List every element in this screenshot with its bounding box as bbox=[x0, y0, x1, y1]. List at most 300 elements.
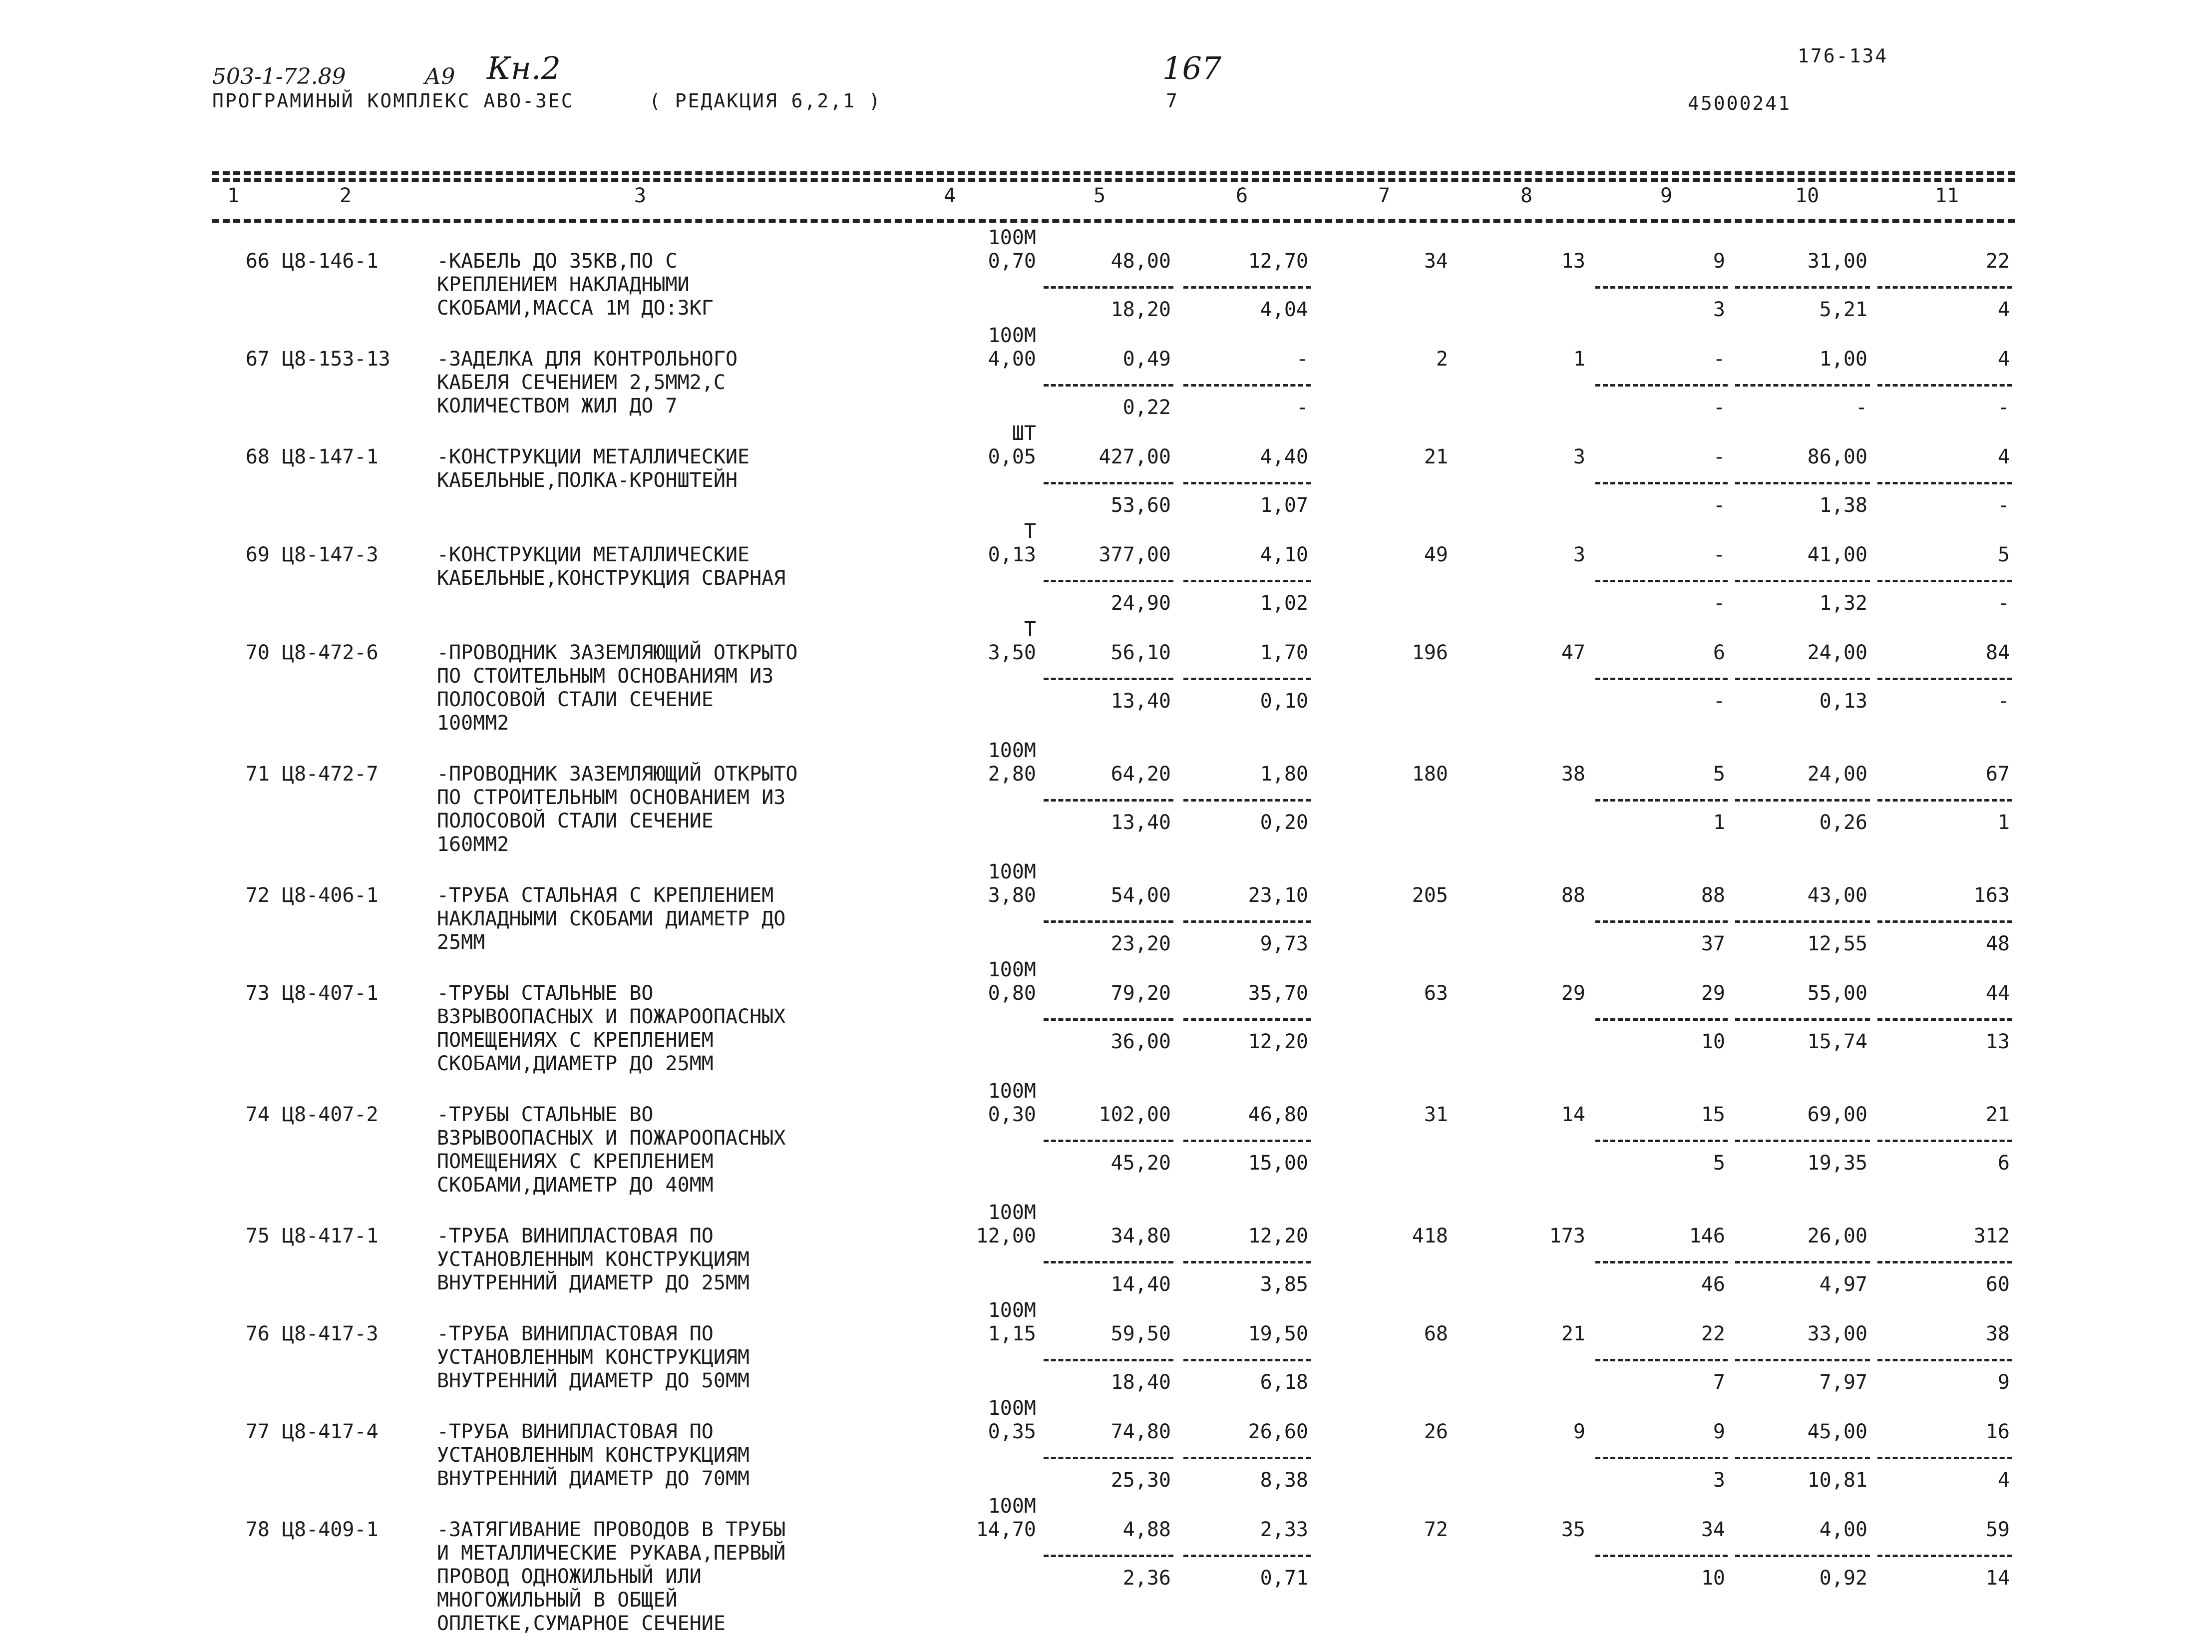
value-c5: 48,00 bbox=[1110, 250, 1171, 273]
value-c6: 4,40 bbox=[1260, 445, 1308, 468]
value-c10: 86,00 bbox=[1807, 445, 1867, 468]
separator-dash bbox=[1877, 1457, 2012, 1459]
value-c6b: 1,07 bbox=[1260, 494, 1308, 517]
rate-code: Ц8-153-13 bbox=[282, 348, 390, 371]
value-c11: 44 bbox=[1985, 982, 2010, 1005]
value-c10: 24,00 bbox=[1807, 763, 1867, 786]
value-c10: 24,00 bbox=[1807, 641, 1867, 664]
separator-dash bbox=[1595, 920, 1728, 923]
description-line: -КОНСТРУКЦИИ МЕТАЛЛИЧЕСКИЕ bbox=[437, 445, 750, 468]
description-line: КАБЕЛЯ СЕЧЕНИЕМ 2,5ММ2,С bbox=[437, 371, 726, 394]
col-11-header: 11 bbox=[1935, 184, 1959, 207]
table-row bbox=[212, 1397, 2015, 1491]
description-line: КОЛИЧЕСТВОМ ЖИЛ ДО 7 bbox=[437, 395, 678, 417]
description-line: ПРОВОД ОДНОЖИЛЬНЫЙ ИЛИ bbox=[437, 1565, 702, 1588]
value-c5b: 53,60 bbox=[1110, 494, 1171, 517]
value-c4: 2,80 bbox=[988, 763, 1036, 786]
value-c10: 69,00 bbox=[1807, 1103, 1867, 1126]
description-line: И МЕТАЛЛИЧЕСКИЕ РУКАВА,ПЕРВЫЙ bbox=[437, 1542, 786, 1565]
value-c5: 64,20 bbox=[1110, 763, 1171, 786]
description-line: 100ММ2 bbox=[437, 712, 509, 735]
value-c4: 0,30 bbox=[988, 1103, 1036, 1126]
separator-dash bbox=[1877, 1018, 2012, 1021]
description-line: -ТРУБА ВИНИПЛАСТОВАЯ ПО bbox=[437, 1225, 714, 1247]
separator-dash bbox=[1183, 286, 1311, 289]
separator-dash bbox=[1595, 799, 1728, 802]
separator-dash bbox=[1877, 1359, 2012, 1361]
value-c6b: 0,20 bbox=[1260, 811, 1308, 834]
separator-dash bbox=[1735, 384, 1870, 387]
separator-dash bbox=[1735, 286, 1870, 289]
col-10-header: 10 bbox=[1795, 184, 1820, 207]
separator-dash bbox=[1877, 799, 2012, 802]
separator-dash bbox=[1735, 678, 1870, 680]
value-c6b: 15,00 bbox=[1248, 1152, 1308, 1175]
separator-dash bbox=[1183, 1140, 1311, 1142]
row-number: 73 bbox=[245, 982, 270, 1005]
work-description bbox=[437, 1225, 749, 1295]
program-name: ПРОГРАМИНЫЙ КОМПЛЕКС АВО-3ЕС bbox=[212, 90, 574, 112]
value-c11: 21 bbox=[1985, 1103, 2010, 1126]
work-description bbox=[437, 1518, 785, 1636]
row-number: 72 bbox=[245, 884, 270, 907]
unit-label: Т bbox=[1024, 618, 1036, 641]
value-c4: 3,50 bbox=[988, 641, 1036, 664]
value-c5: 54,00 bbox=[1110, 884, 1171, 907]
description-line: ОПЛЕТКЕ,СУМАРНОЕ СЕЧЕНИЕ bbox=[437, 1612, 726, 1635]
separator-dash bbox=[1735, 1457, 1870, 1459]
separator-dash bbox=[1735, 1555, 1870, 1557]
separator-dash bbox=[1183, 384, 1311, 387]
value-c11b: 60 bbox=[1985, 1273, 2010, 1296]
value-c6b: - bbox=[1296, 396, 1308, 419]
value-c5b: 13,40 bbox=[1110, 690, 1171, 713]
separator-dash bbox=[1044, 1018, 1173, 1021]
doc-code: 503-1-72.89 bbox=[212, 64, 346, 89]
separator-dash bbox=[1877, 482, 2012, 484]
unit-label: 100М bbox=[988, 1201, 1036, 1224]
separator-dash bbox=[1735, 482, 1870, 484]
row-number: 77 bbox=[245, 1420, 270, 1443]
description-line: ПОМЕЩЕНИЯХ С КРЕПЛЕНИЕМ bbox=[437, 1029, 714, 1052]
value-c4: 0,05 bbox=[988, 445, 1036, 468]
rate-code: Ц8-417-4 bbox=[282, 1420, 378, 1443]
value-c10b: 12,55 bbox=[1807, 932, 1867, 955]
separator-dash bbox=[1183, 1018, 1311, 1021]
row-number: 69 bbox=[245, 543, 270, 566]
row-number: 66 bbox=[245, 250, 270, 273]
description-line: КРЕПЛЕНИЕМ НАКЛАДНЫМИ bbox=[437, 273, 690, 296]
value-c6: 26,60 bbox=[1248, 1420, 1308, 1443]
estimate-table bbox=[212, 171, 2015, 1635]
separator-dash bbox=[1183, 1555, 1311, 1557]
value-c11: 312 bbox=[1973, 1225, 2010, 1247]
value-c11b: 13 bbox=[1985, 1030, 2010, 1053]
value-c11: 4 bbox=[1997, 445, 2010, 468]
description-line: НАКЛАДНЫМИ СКОБАМИ ДИАМЕТР ДО bbox=[437, 907, 786, 930]
value-c11: 59 bbox=[1985, 1518, 2010, 1541]
description-line: 160ММ2 bbox=[437, 833, 509, 856]
separator-dash bbox=[1877, 286, 2012, 289]
value-c11b: 4 bbox=[1997, 298, 2010, 321]
value-c8: 3 bbox=[1573, 445, 1585, 468]
value-c5b: 0,22 bbox=[1122, 396, 1171, 419]
separator-dash bbox=[1595, 678, 1728, 680]
separator-dash bbox=[1877, 1261, 2012, 1263]
table-top-rule bbox=[212, 171, 2015, 175]
rate-code: Ц8-146-1 bbox=[282, 250, 378, 273]
value-c7: 21 bbox=[1424, 445, 1448, 468]
value-c4: 14,70 bbox=[976, 1518, 1036, 1541]
value-c10b: 0,92 bbox=[1819, 1567, 1867, 1590]
separator-dash bbox=[1735, 920, 1870, 923]
value-c9b: - bbox=[1713, 494, 1725, 517]
value-c6b: 3,85 bbox=[1260, 1273, 1308, 1296]
value-c5b: 45,20 bbox=[1110, 1152, 1171, 1175]
value-c11b: 9 bbox=[1997, 1371, 2010, 1394]
separator-dash bbox=[1183, 482, 1311, 484]
description-line: ВНУТРЕННИЙ ДИАМЕТР ДО 70ММ bbox=[437, 1467, 750, 1490]
separator-dash bbox=[1735, 1261, 1870, 1263]
value-c8: 14 bbox=[1561, 1103, 1585, 1126]
col-4-header: 4 bbox=[944, 184, 956, 207]
unit-label: 100М bbox=[988, 958, 1036, 981]
value-c5: 34,80 bbox=[1110, 1225, 1171, 1247]
value-c9b: 7 bbox=[1713, 1371, 1725, 1394]
value-c9b: - bbox=[1713, 690, 1725, 713]
value-c9: 9 bbox=[1713, 1420, 1725, 1443]
value-c7: 2 bbox=[1436, 348, 1448, 371]
unit-label: 100М bbox=[988, 1080, 1036, 1103]
value-c9: 15 bbox=[1701, 1103, 1725, 1126]
value-c4: 0,13 bbox=[988, 543, 1036, 566]
unit-label: 100М bbox=[988, 860, 1036, 883]
value-c10b: 19,35 bbox=[1807, 1152, 1867, 1175]
description-line: КАБЕЛЬНЫЕ,ПОЛКА-КРОНШТЕЙН bbox=[437, 469, 738, 492]
separator-dash bbox=[1044, 1457, 1173, 1459]
description-line: -ПРОВОДНИК ЗАЗЕМЛЯЮЩИЙ ОТКРЫТО bbox=[437, 641, 798, 664]
value-c4: 0,35 bbox=[988, 1420, 1036, 1443]
value-c4: 1,15 bbox=[988, 1322, 1036, 1345]
value-c7: 34 bbox=[1424, 250, 1448, 273]
value-c6b: 9,73 bbox=[1260, 932, 1308, 955]
row-number: 71 bbox=[245, 763, 270, 786]
rate-code: Ц8-407-1 bbox=[282, 982, 378, 1005]
value-c6: 4,10 bbox=[1260, 543, 1308, 566]
col-3-header: 3 bbox=[634, 184, 647, 207]
description-line: ПОЛОСОВОЙ СТАЛИ СЕЧЕНИЕ bbox=[437, 810, 714, 832]
col-2-header: 2 bbox=[340, 184, 352, 207]
value-c11: 22 bbox=[1985, 250, 2010, 273]
value-c9: 6 bbox=[1713, 641, 1725, 664]
value-c10: 31,00 bbox=[1807, 250, 1867, 273]
value-c6b: 8,38 bbox=[1260, 1469, 1308, 1492]
value-c10: 43,00 bbox=[1807, 884, 1867, 907]
separator-dash bbox=[1044, 1555, 1173, 1557]
value-c10b: 7,97 bbox=[1819, 1371, 1867, 1394]
value-c4: 0,80 bbox=[988, 982, 1036, 1005]
description-line: СКОБАМИ,МАССА 1М ДО:3КГ bbox=[437, 297, 714, 320]
value-c6: 35,70 bbox=[1248, 982, 1308, 1005]
doc-number: 45000241 bbox=[1688, 92, 1792, 114]
table-row bbox=[212, 739, 2015, 856]
value-c9: 146 bbox=[1689, 1225, 1725, 1247]
value-c11: 38 bbox=[1985, 1322, 2010, 1345]
value-c11b: 4 bbox=[1997, 1469, 2010, 1492]
row-number: 78 bbox=[245, 1518, 270, 1541]
value-c9: 29 bbox=[1701, 982, 1725, 1005]
value-c5b: 18,40 bbox=[1110, 1371, 1171, 1394]
value-c7: 26 bbox=[1424, 1420, 1448, 1443]
col-6-header: 6 bbox=[1236, 184, 1248, 207]
value-c6: 19,50 bbox=[1248, 1322, 1308, 1345]
table-top-rule-2 bbox=[212, 178, 2015, 182]
table-row bbox=[212, 520, 2015, 615]
separator-dash bbox=[1735, 1140, 1870, 1142]
work-description bbox=[437, 543, 785, 590]
description-line: -КАБЕЛЬ ДО 35КВ,ПО С bbox=[437, 250, 678, 273]
value-c5b: 2,36 bbox=[1122, 1567, 1171, 1590]
separator-dash bbox=[1595, 286, 1728, 289]
rate-code: Ц8-407-2 bbox=[282, 1103, 378, 1126]
value-c9b: 10 bbox=[1701, 1567, 1725, 1590]
separator-dash bbox=[1044, 1140, 1173, 1142]
description-line: КАБЕЛЬНЫЕ,КОНСТРУКЦИЯ СВАРНАЯ bbox=[437, 567, 786, 590]
description-line: МНОГОЖИЛЬНЫЙ В ОБЩЕЙ bbox=[437, 1589, 678, 1612]
value-c6: 12,70 bbox=[1248, 250, 1308, 273]
row-number: 74 bbox=[245, 1103, 270, 1126]
value-c8: 29 bbox=[1561, 982, 1585, 1005]
unit-label: Т bbox=[1024, 520, 1036, 543]
value-c9b: - bbox=[1713, 592, 1725, 615]
rate-code: Ц8-417-3 bbox=[282, 1322, 378, 1345]
value-c10: 1,00 bbox=[1819, 348, 1867, 371]
table-row bbox=[212, 1201, 2015, 1295]
value-c7: 49 bbox=[1424, 543, 1448, 566]
separator-dash bbox=[1735, 799, 1870, 802]
work-description bbox=[437, 763, 797, 856]
value-c10b: 0,13 bbox=[1819, 690, 1867, 713]
value-c8: 35 bbox=[1561, 1518, 1585, 1541]
row-number: 67 bbox=[245, 348, 270, 371]
table-row bbox=[212, 860, 2015, 954]
value-c9b: 5 bbox=[1713, 1152, 1725, 1175]
separator-dash bbox=[1183, 1457, 1311, 1459]
value-c9: - bbox=[1713, 445, 1725, 468]
description-line: -ПРОВОДНИК ЗАЗЕМЛЯЮЩИЙ ОТКРЫТО bbox=[437, 763, 798, 786]
value-c10: 26,00 bbox=[1807, 1225, 1867, 1247]
unit-label: 100М bbox=[988, 324, 1036, 347]
rate-code: Ц8-147-3 bbox=[282, 543, 378, 566]
sheet-code: 176-134 bbox=[1798, 45, 1888, 67]
value-c11b: - bbox=[1997, 494, 2010, 517]
table-row bbox=[212, 1299, 2015, 1393]
table-row bbox=[212, 1080, 2015, 1197]
value-c9: 9 bbox=[1713, 250, 1725, 273]
separator-dash bbox=[1877, 384, 2012, 387]
value-c6b: 12,20 bbox=[1248, 1030, 1308, 1053]
description-line: УСТАНОВЛЕННЫМ КОНСТРУКЦИЯМ bbox=[437, 1248, 750, 1271]
value-c4: 12,00 bbox=[976, 1225, 1036, 1247]
separator-dash bbox=[1877, 1140, 2012, 1142]
value-c8: 47 bbox=[1561, 641, 1585, 664]
value-c8: 13 bbox=[1561, 250, 1585, 273]
value-c5: 427,00 bbox=[1099, 445, 1171, 468]
description-line: СКОБАМИ,ДИАМЕТР ДО 40ММ bbox=[437, 1174, 714, 1197]
value-c5: 0,49 bbox=[1122, 348, 1171, 371]
description-line: ПОМЕЩЕНИЯХ С КРЕПЛЕНИЕМ bbox=[437, 1150, 714, 1173]
value-c5b: 18,20 bbox=[1110, 298, 1171, 321]
value-c4: 0,70 bbox=[988, 250, 1036, 273]
value-c9: 88 bbox=[1701, 884, 1725, 907]
unit-label: ШТ bbox=[1012, 422, 1036, 445]
value-c8: 1 bbox=[1573, 348, 1585, 371]
col-5-header: 5 bbox=[1094, 184, 1106, 207]
value-c10b: 10,81 bbox=[1807, 1469, 1867, 1492]
value-c10b: 1,32 bbox=[1819, 592, 1867, 615]
col-7-header: 7 bbox=[1378, 184, 1391, 207]
separator-dash bbox=[1183, 799, 1311, 802]
rate-code: Ц8-472-6 bbox=[282, 641, 378, 664]
value-c6: 2,33 bbox=[1260, 1518, 1308, 1541]
value-c11b: 6 bbox=[1997, 1152, 2010, 1175]
value-c8: 21 bbox=[1561, 1322, 1585, 1345]
work-description bbox=[437, 1322, 749, 1393]
separator-dash bbox=[1877, 678, 2012, 680]
value-c10: 4,00 bbox=[1819, 1518, 1867, 1541]
work-description bbox=[437, 250, 714, 320]
value-c11: 84 bbox=[1985, 641, 2010, 664]
unit-label: 100М bbox=[988, 1299, 1036, 1322]
unit-label: 100М bbox=[988, 1495, 1036, 1518]
value-c7: 72 bbox=[1424, 1518, 1448, 1541]
rate-code: Ц8-417-1 bbox=[282, 1225, 378, 1247]
value-c5: 59,50 bbox=[1110, 1322, 1171, 1345]
description-line: ВНУТРЕННИЙ ДИАМЕТР ДО 50ММ bbox=[437, 1369, 750, 1392]
page-hand-number: 167 bbox=[1162, 50, 1222, 86]
value-c8: 88 bbox=[1561, 884, 1585, 907]
separator-dash bbox=[1044, 1359, 1173, 1361]
separator-dash bbox=[1735, 1359, 1870, 1361]
value-c10b: 0,26 bbox=[1819, 811, 1867, 834]
description-line: ПО СТРОИТЕЛЬНЫМ ОСНОВАНИЕМ ИЗ bbox=[437, 786, 786, 809]
description-line: УСТАНОВЛЕННЫМ КОНСТРУКЦИЯМ bbox=[437, 1346, 750, 1369]
row-number: 68 bbox=[245, 445, 270, 468]
separator-dash bbox=[1595, 1140, 1728, 1142]
value-c10b: 1,38 bbox=[1819, 494, 1867, 517]
work-description bbox=[437, 1103, 785, 1197]
description-line: -ЗАТЯГИВАНИЕ ПРОВОДОВ В ТРУБЫ bbox=[437, 1518, 786, 1541]
separator-dash bbox=[1595, 580, 1728, 582]
table-row bbox=[212, 226, 2015, 320]
value-c10: 41,00 bbox=[1807, 543, 1867, 566]
value-c4: 3,80 bbox=[988, 884, 1036, 907]
description-line: ПОЛОСОВОЙ СТАЛИ СЕЧЕНИЕ bbox=[437, 688, 714, 711]
work-description bbox=[437, 348, 737, 418]
value-c11b: - bbox=[1997, 690, 2010, 713]
edition: ( РЕДАКЦИЯ 6,2,1 ) bbox=[649, 90, 882, 112]
value-c11: 16 bbox=[1985, 1420, 2010, 1443]
row-number: 70 bbox=[245, 641, 270, 664]
description-line: -ЗАДЕЛКА ДЛЯ КОНТРОЛЬНОГО bbox=[437, 348, 738, 371]
value-c9: - bbox=[1713, 348, 1725, 371]
value-c5: 102,00 bbox=[1099, 1103, 1171, 1126]
table-row bbox=[212, 958, 2015, 1076]
separator-dash bbox=[1595, 482, 1728, 484]
description-line: -ТРУБА ВИНИПЛАСТОВАЯ ПО bbox=[437, 1322, 714, 1345]
separator-dash bbox=[1183, 1359, 1311, 1361]
separator-dash bbox=[1595, 1261, 1728, 1263]
separator-dash bbox=[1044, 286, 1173, 289]
table-row bbox=[212, 422, 2015, 517]
table-row bbox=[212, 324, 2015, 418]
value-c10b: 15,74 bbox=[1807, 1030, 1867, 1053]
description-line: -ТРУБА ВИНИПЛАСТОВАЯ ПО bbox=[437, 1420, 714, 1443]
value-c6b: 6,18 bbox=[1260, 1371, 1308, 1394]
separator-dash bbox=[1044, 580, 1173, 582]
separator-dash bbox=[1877, 1555, 2012, 1557]
value-c9b: 1 bbox=[1713, 811, 1725, 834]
value-c5: 56,10 bbox=[1110, 641, 1171, 664]
value-c9: 34 bbox=[1701, 1518, 1725, 1541]
value-c5: 4,88 bbox=[1122, 1518, 1171, 1541]
value-c9b: 37 bbox=[1701, 932, 1725, 955]
value-c4: 4,00 bbox=[988, 348, 1036, 371]
description-line: -ТРУБЫ СТАЛЬНЫЕ ВО bbox=[437, 1103, 654, 1126]
value-c5b: 14,40 bbox=[1110, 1273, 1171, 1296]
value-c7: 180 bbox=[1412, 763, 1448, 786]
book-mark: Кн.2 bbox=[487, 50, 561, 86]
value-c5b: 13,40 bbox=[1110, 811, 1171, 834]
value-c9: 22 bbox=[1701, 1322, 1725, 1345]
description-line: 25ММ bbox=[437, 931, 485, 954]
value-c11b: - bbox=[1997, 396, 2010, 419]
value-c11b: - bbox=[1997, 592, 2010, 615]
value-c11: 163 bbox=[1973, 884, 2010, 907]
separator-dash bbox=[1183, 580, 1311, 582]
description-line: -ТРУБЫ СТАЛЬНЫЕ ВО bbox=[437, 982, 654, 1005]
col-9-header: 9 bbox=[1660, 184, 1673, 207]
value-c5: 79,20 bbox=[1110, 982, 1171, 1005]
value-c10: 45,00 bbox=[1807, 1420, 1867, 1443]
work-description bbox=[437, 1420, 749, 1491]
value-c10b: 5,21 bbox=[1819, 298, 1867, 321]
page-number: 7 bbox=[1166, 90, 1179, 112]
header-bottom-rule bbox=[212, 219, 2015, 223]
row-number: 76 bbox=[245, 1322, 270, 1345]
rate-code: Ц8-147-1 bbox=[282, 445, 378, 468]
separator-dash bbox=[1044, 678, 1173, 680]
separator-dash bbox=[1877, 920, 2012, 923]
value-c7: 31 bbox=[1424, 1103, 1448, 1126]
separator-dash bbox=[1044, 920, 1173, 923]
rate-code: Ц8-409-1 bbox=[282, 1518, 378, 1541]
separator-dash bbox=[1595, 1555, 1728, 1557]
value-c5b: 23,20 bbox=[1110, 932, 1171, 955]
value-c11: 4 bbox=[1997, 348, 2010, 371]
value-c6: 12,20 bbox=[1248, 1225, 1308, 1247]
value-c5: 74,80 bbox=[1110, 1420, 1171, 1443]
unit-label: 100М bbox=[988, 1397, 1036, 1420]
unit-label: 100М bbox=[988, 226, 1036, 249]
value-c5b: 24,90 bbox=[1110, 592, 1171, 615]
value-c11b: 48 bbox=[1985, 932, 2010, 955]
value-c6: 46,80 bbox=[1248, 1103, 1308, 1126]
separator-dash bbox=[1595, 1359, 1728, 1361]
description-line: ПО СТОИТЕЛЬНЫМ ОСНОВАНИЯМ ИЗ bbox=[437, 665, 774, 688]
value-c6b: 4,04 bbox=[1260, 298, 1308, 321]
separator-dash bbox=[1595, 1018, 1728, 1021]
